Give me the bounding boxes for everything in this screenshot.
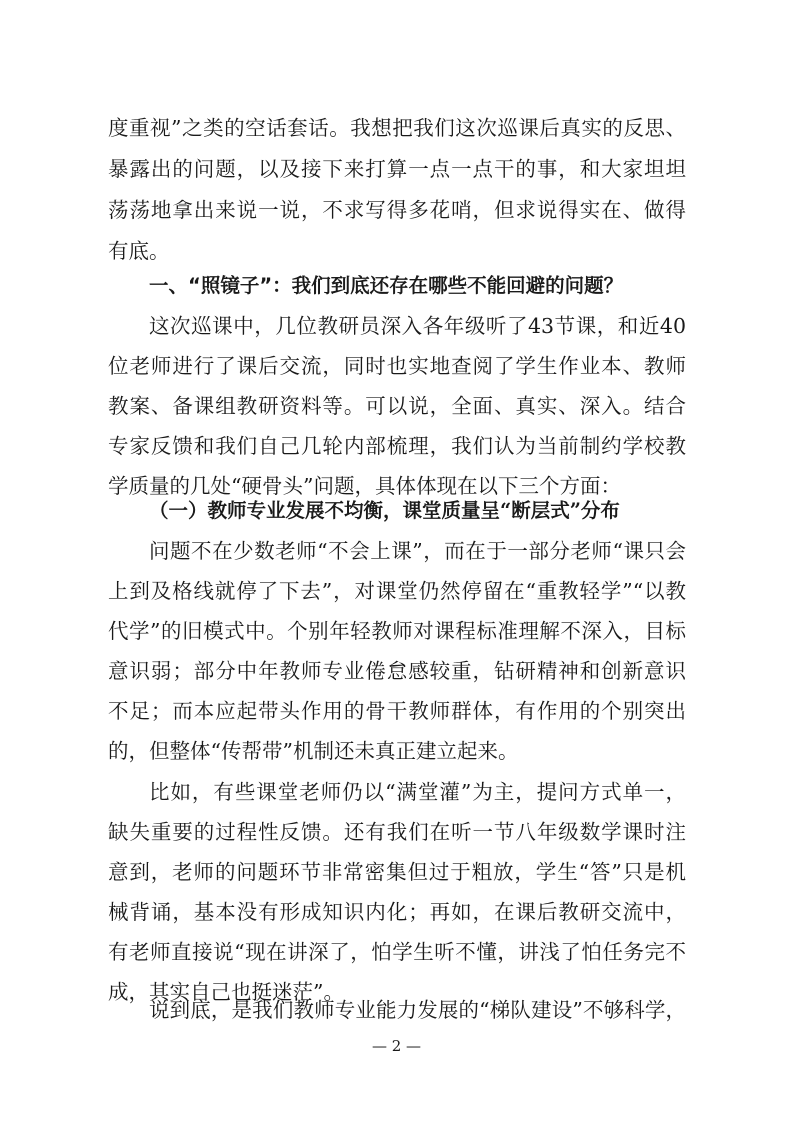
body-text-line: 比如，有些课堂老师仍以“满堂灌”为主，提问方式单一，: [149, 780, 686, 804]
body-text-line: 不足；而本应起带头作用的骨干教师群体，有作用的个别突出: [108, 699, 686, 723]
body-text-line: 的，但整体“传帮带”机制还未真正建立起来。: [108, 739, 519, 763]
body-text-line: 专家反馈和我们自己几轮内部梳理，我们认为当前制约学校教: [108, 434, 686, 458]
body-text-line: 问题不在少数老师“不会上课”，而在于一部分老师“课只会: [149, 539, 686, 563]
body-text-line: 度重视”之类的空话套话。我想把我们这次巡课后真实的反思、: [108, 116, 686, 140]
body-text-line: 有底。: [108, 239, 170, 263]
body-text-line: 缺失重要的过程性反馈。还有我们在听一节八年级数学课时注: [108, 820, 686, 844]
body-text-line: 上到及格线就停了下去”，对课堂仍然停留在“重教轻学”“以教: [108, 579, 686, 603]
body-text-line: 学质量的几处“硬骨头”问题，具体体现在以下三个方面：: [108, 474, 621, 498]
body-text-line: 意到，老师的问题环节非常密集但过于粗放，学生“答”只是机: [108, 860, 686, 884]
section-heading: 一、“照镜子”：我们到底还存在哪些不能回避的问题？: [149, 274, 624, 297]
body-text-line: 教案、备课组教研资料等。可以说，全面、真实、深入。结合: [108, 394, 686, 418]
body-text-line: 说到底，是我们教师专业能力发展的“梯队建设”不够科学，: [149, 998, 686, 1022]
body-text-line: 成，其实自己也挺迷茫”。: [108, 980, 344, 1004]
body-text-line: 意识弱；部分中年教师专业倦怠感较重，钻研精神和创新意识: [108, 659, 686, 683]
body-text-line: 位老师进行了课后交流，同时也实地查阅了学生作业本、教师: [108, 354, 686, 378]
body-text-line: 这次巡课中，几位教研员深入各年级听了43节课，和近40: [149, 314, 686, 338]
body-text-line: 暴露出的问题，以及接下来打算一点一点干的事，和大家坦坦: [108, 157, 686, 181]
body-text-line: 代学”的旧模式中。个别年轻教师对课程标准理解不深入，目标: [108, 619, 686, 643]
body-text-line: 有老师直接说“现在讲深了，怕学生听不懂，讲浅了怕任务完不: [108, 940, 686, 964]
body-text-line: 荡荡地拿出来说一说，不求写得多花哨，但求说得实在、做得: [108, 198, 686, 222]
subsection-heading: （一）教师专业发展不均衡，课堂质量呈“断层式”分布: [149, 499, 620, 522]
page-number: — 2 —: [371, 1037, 422, 1055]
body-text-line: 械背诵，基本没有形成知识内化；再如，在课后教研交流中，: [108, 900, 686, 924]
